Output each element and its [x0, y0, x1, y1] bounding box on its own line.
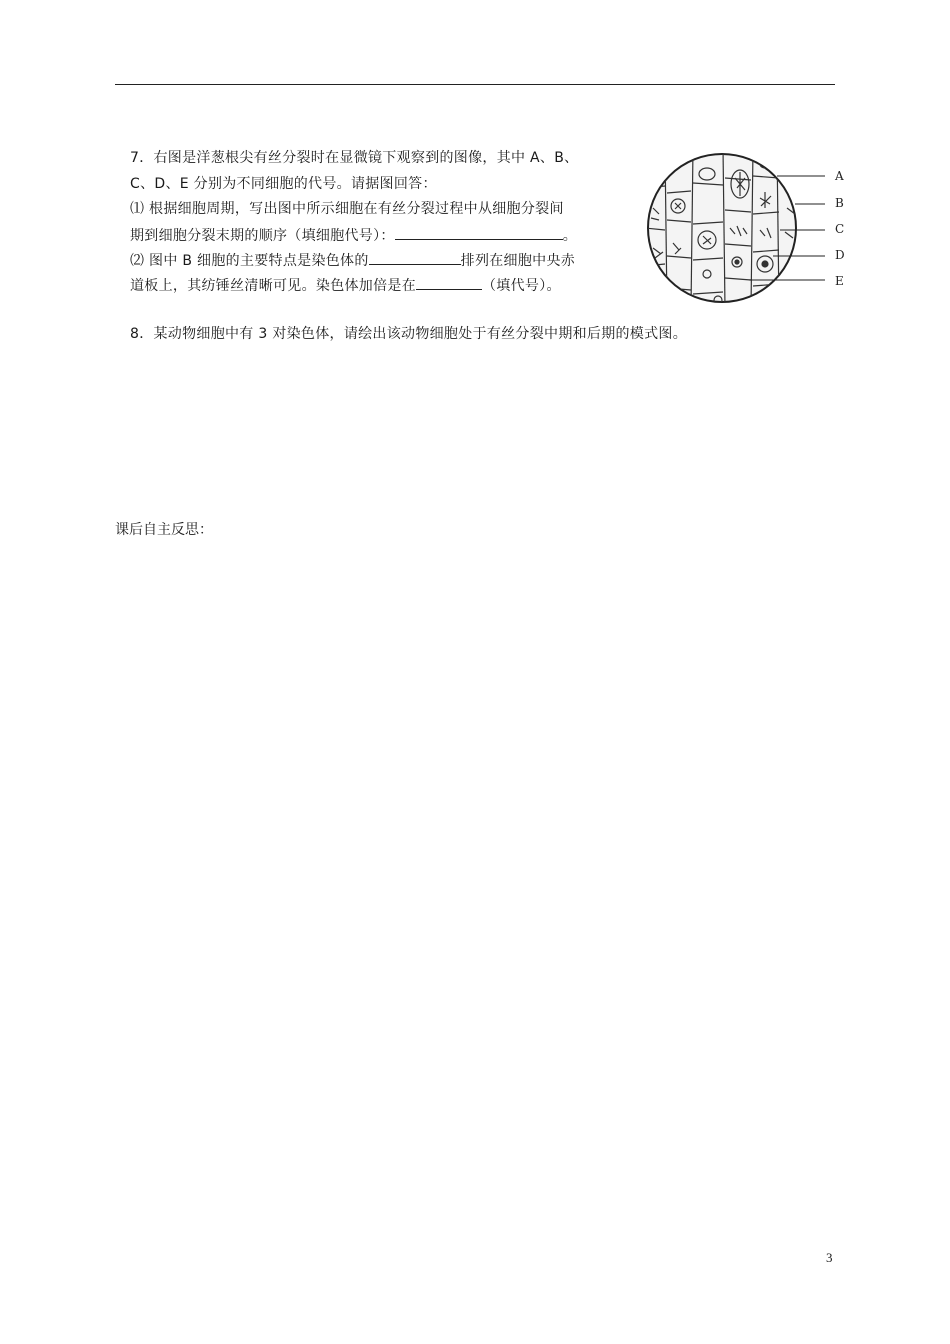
answer-blank-order[interactable]: [395, 225, 563, 240]
q7-part2-line2: [130, 275, 561, 296]
page-number: 3: [826, 1250, 833, 1265]
q7-part1-line2: [130, 225, 577, 246]
q7-part2-start: ⑵ 图中 B 细胞的主要特点是染色体的: [130, 253, 369, 269]
q7-part1-line1: ⑴ 根据细胞周期，写出图中所示细胞在有丝分裂过程中从细胞分裂间: [130, 201, 564, 217]
micrograph-svg: [645, 148, 855, 314]
q8-text: 8．某动物细胞中有 3 对染色体，请绘出该动物细胞处于有丝分裂中期和后期的模式图。: [130, 326, 688, 342]
q7-part2-line2-end: （填代号）。: [482, 278, 561, 294]
q7-line2: C、D、E 分别为不同细胞的代号。请据图回答：: [130, 176, 437, 192]
q7-line1: 7．右图是洋葱根尖有丝分裂时在显微镜下观察到的图像，其中 A、B、: [130, 150, 579, 166]
q7-part2-line2-start: 道板上，其纺锤丝清晰可见。染色体加倍是在: [130, 278, 416, 294]
onion-root-tip-micrograph: [645, 148, 855, 314]
q7-part2-line1: [130, 250, 575, 271]
answer-blank-arrangement[interactable]: [369, 250, 461, 265]
figure-label-c: C: [835, 222, 845, 236]
answer-blank-code[interactable]: [416, 275, 482, 290]
figure-label-a: A: [835, 169, 844, 183]
q7-part2-end: 排列在细胞中央赤: [460, 253, 576, 269]
figure-label-d: D: [835, 248, 845, 262]
reflection-label: 课后自主反思：: [115, 522, 213, 538]
q7-part1-text: 期到细胞分裂末期的顺序（填细胞代号）：: [130, 228, 395, 244]
header-rule: [115, 84, 835, 85]
figure-label-e: E: [835, 274, 844, 288]
figure-label-b: B: [835, 196, 844, 210]
q7-part1-end: 。: [562, 228, 578, 244]
